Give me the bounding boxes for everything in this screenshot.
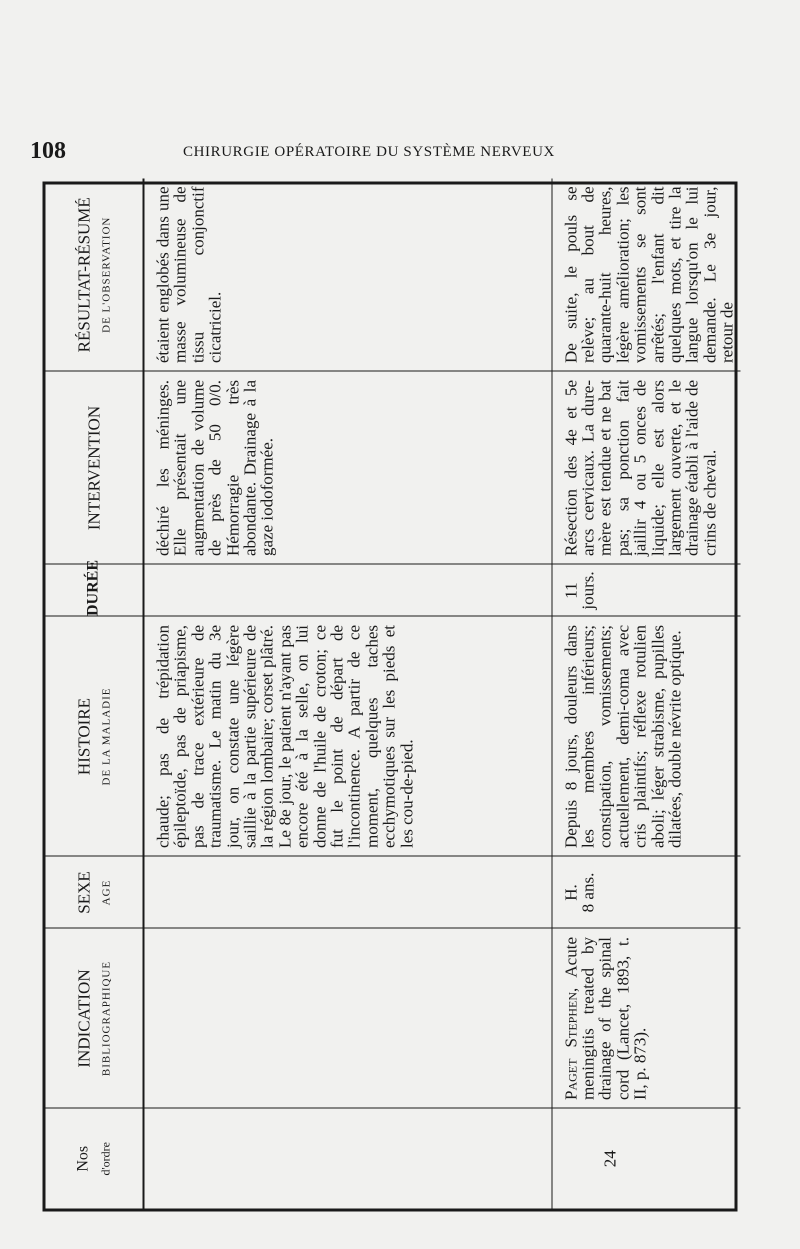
cell-histoire: chaude; pas de trépidation épileptoïde, pas de priapisme, pas de trace extérieure de traumatisme. Le matin du 3e jour, on constate une légère saillie à la partie supérieure de la région lombaire; corset plâtré. Le 8e jour, le patient n'ayant pas encore été à la selle, on lui donne de l'huile de croton; ce fut le point de départ de l'incontinence. A partir de ce moment, quelques taches ecchymotiques sur les pieds et les cou-de-pied. [144, 616, 552, 856]
col-title: RÉSULTAT-RÉSUMÉ [74, 196, 94, 352]
col-subtitle: d'ordre [98, 1141, 113, 1175]
cell-intervention: Résection des 4e et 5e arcs cervicaux. La dure-mère est tendue et ne bat pas; sa ponction fait jaillir 4 ou 5 onces de liquide; elle est alors largement ouverte, et le drainage établi à l'aide de crins de cheval. [552, 371, 741, 564]
cell-sexe [144, 856, 552, 928]
col-title: HISTOIRE [74, 697, 94, 775]
col-title: Nos [74, 1145, 92, 1172]
col-header-numero [46, 1108, 144, 1208]
cell-resultat: De suite, le pouls se relève; au bout de quarante-huit heures, légère amélioration; les vomissements se sont arrêtés; l'enfant dit quelques mots, et tire la langue lorsqu'on le lui demande. Le 3e jour, retour de [552, 178, 741, 371]
col-header-duree [46, 559, 144, 616]
indication-text: Acute meningitis treated by drainage of the spinal cord (Lancet, 1893, t. II, p. 873). [561, 936, 650, 1100]
page-number: 108 [30, 138, 66, 164]
table-header-row [46, 178, 144, 1208]
cell-duree [144, 564, 552, 616]
col-title: INDICATION [74, 968, 94, 1068]
sexe-value: H. [561, 883, 580, 901]
col-subtitle: BIBLIOGRAPHIQUE [100, 960, 113, 1076]
col-subtitle: DE L'OBSERVATION [100, 216, 113, 333]
running-title: CHIRURGIE OPÉRATOIRE DU SYSTÈME NERVEUX [183, 144, 555, 160]
cell-histoire: Depuis 8 jours, douleurs dans les membres inférieurs; constipation, vomissements; actuellement, demi-coma avec cris plaintifs; réflexe rotulien aboli; léger strabisme, pupilles dilatées, double névrite optique. [552, 616, 741, 856]
author-name: Paget Stephen, [561, 987, 580, 1100]
col-subtitle: AGE [100, 879, 113, 905]
col-header-resultat [46, 178, 144, 371]
cell-numero: 24 [552, 1108, 741, 1208]
col-header-sexe [46, 856, 144, 928]
col-header-indication [46, 928, 144, 1108]
col-title: DURÉE [84, 559, 102, 616]
cell-indication [144, 928, 552, 1108]
table-row-continued [144, 178, 552, 1208]
page-header [0, 0, 800, 190]
col-header-histoire [46, 616, 144, 856]
observations-table [43, 181, 738, 1211]
cell-resultat: étaient englobés dans une masse volumineuse de tissu conjonctif cicatriciel. [144, 178, 552, 371]
age-value: 8 ans. [578, 872, 598, 912]
cell-duree: 11 jours. [552, 564, 741, 616]
cell-sexe [552, 856, 741, 928]
table-row-24 [552, 178, 741, 1208]
col-subtitle: DE LA MALADIE [100, 687, 113, 785]
col-title: INTERVENTION [84, 405, 104, 530]
cell-intervention: déchiré les méninges. Elle présentait une augmentation de volume de près de 50 0/0. Hémorragie très abondante. Drainage à la gaze iodoformée. [144, 371, 552, 564]
cell-indication [552, 928, 741, 1108]
col-title: SEXE [74, 870, 94, 914]
cell-numero [144, 1108, 552, 1208]
col-header-intervention [46, 371, 144, 564]
